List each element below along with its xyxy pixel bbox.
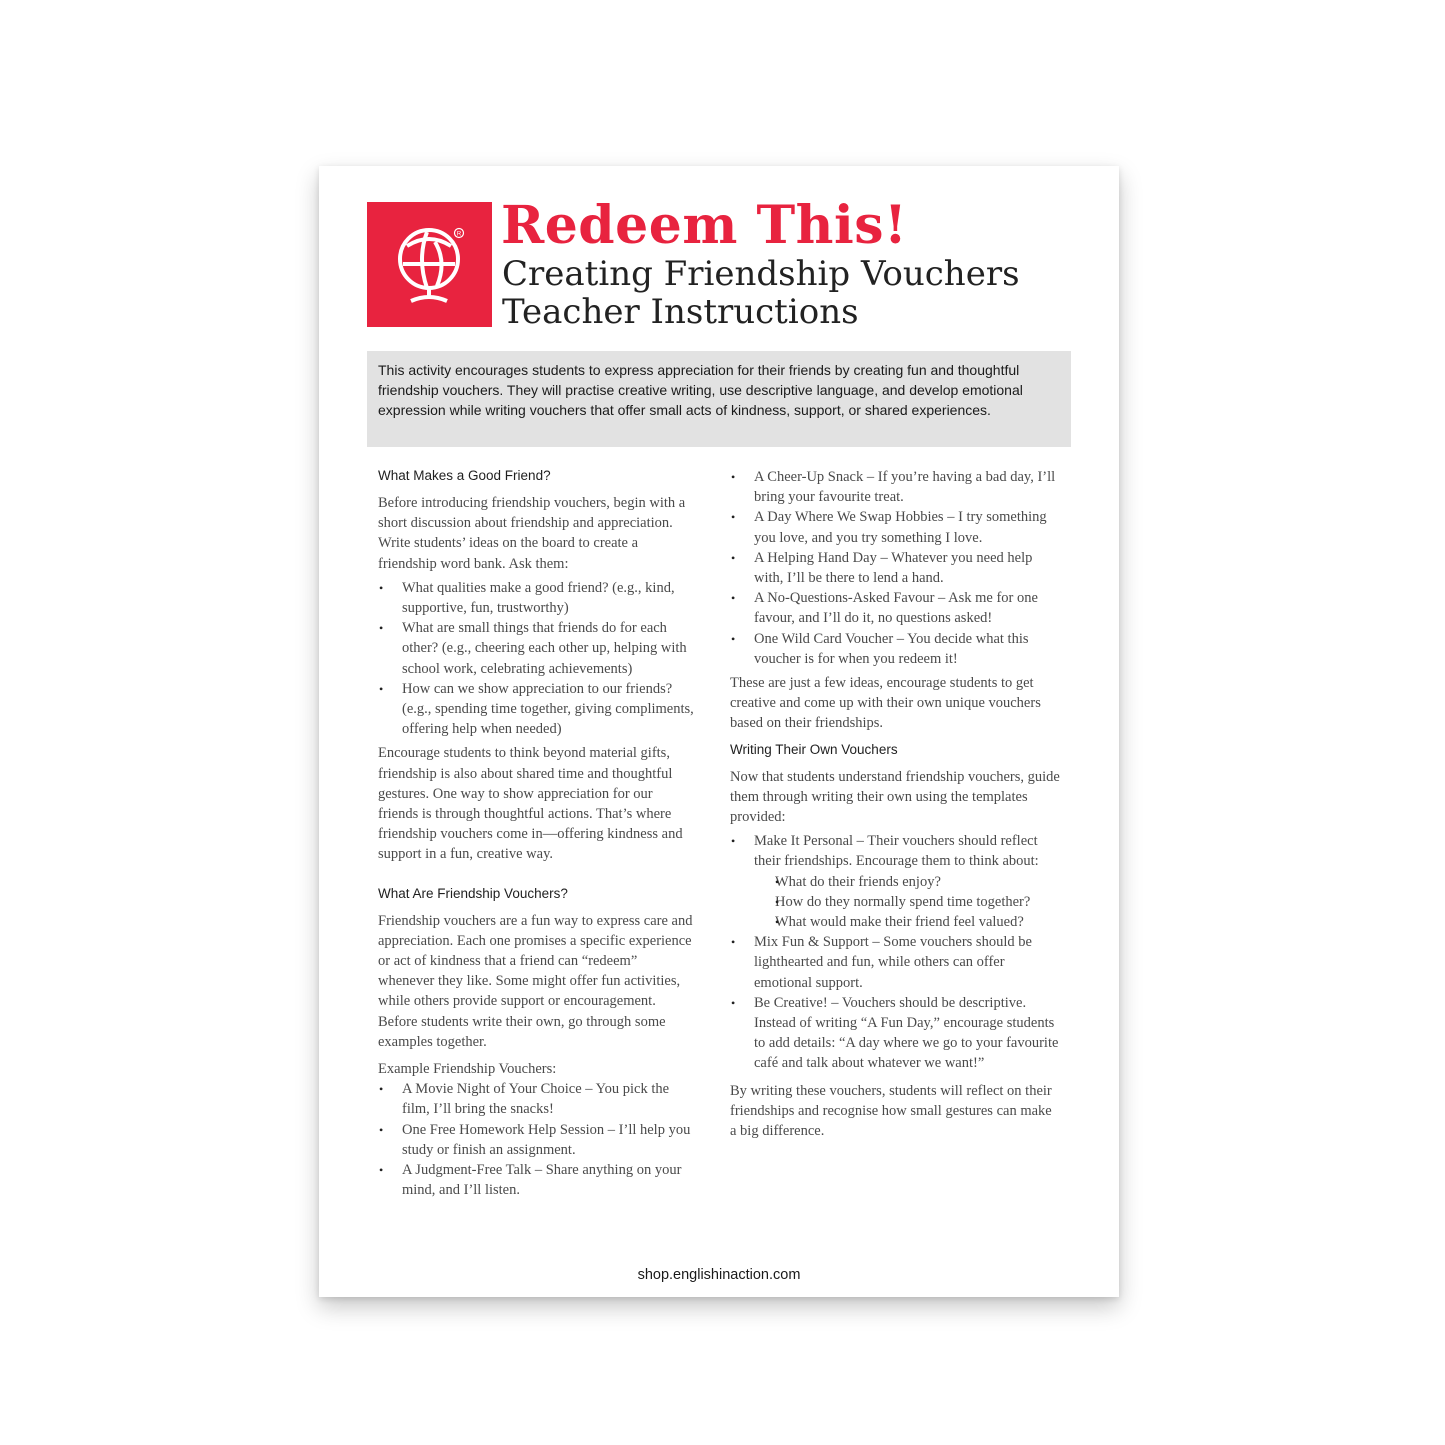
svg-text:R: R xyxy=(456,231,462,238)
list-item: • How can we show appreciation to our friends? (e.g., spending time together, giving compliments, offering help when needed) xyxy=(378,679,696,740)
section-heading: What Makes a Good Friend? xyxy=(378,468,551,483)
list-item: • One Wild Card Voucher – You decide what this voucher is for when you redeem it! xyxy=(730,629,1060,669)
sub-list-item: • What do their friends enjoy? xyxy=(754,872,1060,892)
example-list-continued xyxy=(730,467,1060,669)
paragraph: Now that students understand friendship vouchers, guide them through writing their own using the templates provided: xyxy=(730,768,1060,826)
example-list xyxy=(378,1079,696,1200)
list-item: • Be Creative! – Vouchers should be descriptive. Instead of writing “A Fun Day,” encourage students to add details: “A day where we go to your favourite café and talk about whatever we want!” xyxy=(730,993,1060,1074)
worksheet-page xyxy=(319,166,1119,1297)
section-heading: Writing Their Own Vouchers xyxy=(730,741,898,757)
right-column xyxy=(730,467,1060,1145)
examples-label: Example Friendship Vouchers: xyxy=(378,1061,557,1078)
paragraph: Friendship vouchers are a fun way to express care and appreciation. Each one promises a specific experience or act of kindness that a friend can “redeem” whenever they like. Some might offer fun activities, while others provide support or encouragement. Before students write their own, go through some examples together. xyxy=(378,912,693,1050)
brand-logo xyxy=(367,202,492,327)
page-title: Redeem This! xyxy=(501,195,908,256)
left-column xyxy=(378,467,696,1205)
list-item: • A Judgment-Free Talk – Share anything on your mind, and I’ll listen. xyxy=(378,1160,696,1200)
section-heading: What Are Friendship Vouchers? xyxy=(378,885,568,901)
tips-list xyxy=(730,831,1060,1073)
footer-url: shop.englishinaction.com xyxy=(637,1267,801,1283)
list-item: • A Helping Hand Day – Whatever you need help with, I’ll be there to lend a hand. xyxy=(730,548,1060,588)
intro-box: This activity encourages students to express appreciation for their friends by creating fun and thoughtful friendship vouchers. They will practise creative writing, use descriptive language, and develop emotional expression while writing vouchers that offer small acts of kindness, support, or shared experiences. xyxy=(367,351,1071,447)
page-subtitle-audience: Teacher Instructions xyxy=(502,292,859,332)
list-item: • A Movie Night of Your Choice – You pick the film, I’ll bring the snacks! xyxy=(378,1079,696,1119)
list-item: • A Cheer-Up Snack – If you’re having a bad day, I’ll bring your favourite treat. xyxy=(730,467,1060,507)
list-item: • A No-Questions-Asked Favour – Ask me for one favour, and I’ll do it, no questions asked! xyxy=(730,588,1060,628)
paragraph: These are just a few ideas, encourage students to get creative and come up with their own unique vouchers based on their friendships. xyxy=(730,675,1041,732)
sub-list-item: • What would make their friend feel valued? xyxy=(754,912,1060,932)
paragraph: Before introducing friendship vouchers, begin with a short discussion about friendship and appreciation. Write students’ ideas on the board to create a friendship word bank. Ask them: xyxy=(378,495,686,572)
list-item: • Mix Fun & Support – Some vouchers should be lighthearted and fun, while others can offer emotional support. xyxy=(730,932,1060,993)
sub-list-item: • How do they normally spend time together? xyxy=(754,892,1060,912)
list-item: • A Day Where We Swap Hobbies – I try something you love, and you try something I love. xyxy=(730,507,1060,547)
list-item: • One Free Homework Help Session – I’ll help you study or finish an assignment. xyxy=(378,1120,696,1160)
paragraph: By writing these vouchers, students will reflect on their friendships and recognise how small gestures can make a big difference. xyxy=(730,1082,1052,1140)
paragraph: Encourage students to think beyond material gifts, friendship is also about shared time and thoughtful gestures. One way to show appreciation for our friends is through thoughtful actions. That’s where friendship vouchers come in—offering kindness and support in a fun, creative way. xyxy=(378,745,683,863)
question-list xyxy=(378,578,696,740)
globe-logo-icon xyxy=(367,202,492,327)
tip-text: Make It Personal – Their vouchers should reflect their friendships. Encourage them to think about: xyxy=(754,833,1039,870)
list-item: • What are small things that friends do for each other? (e.g., cheering each other up, helping with school work, celebrating achievements) xyxy=(378,618,696,679)
list-item: • What qualities make a good friend? (e.g., kind, supportive, fun, trustworthy) xyxy=(378,578,696,618)
sub-question-list xyxy=(754,872,1060,933)
page-subtitle: Creating Friendship Vouchers xyxy=(502,254,1020,294)
list-item xyxy=(730,831,1060,932)
